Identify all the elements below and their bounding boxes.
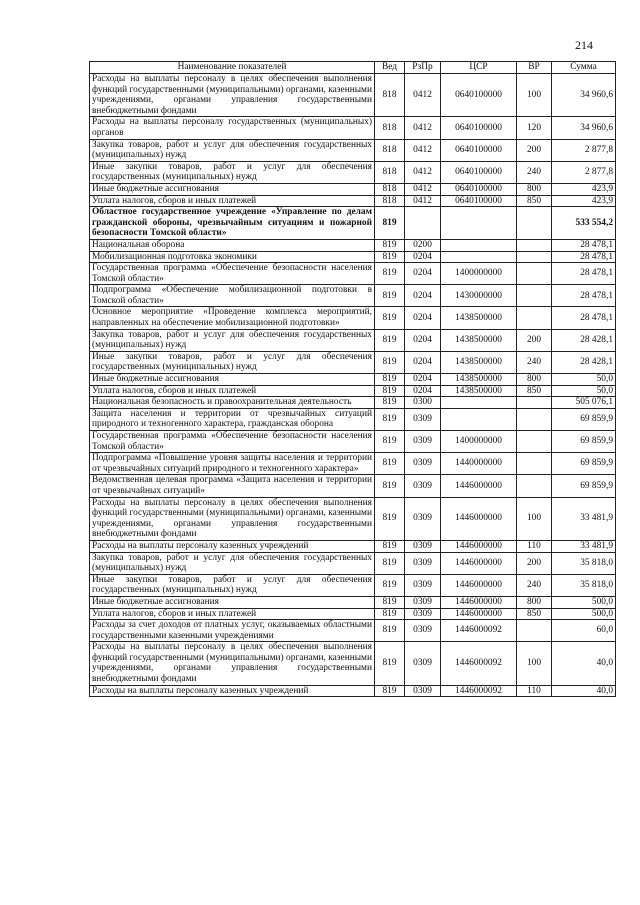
cell-name: Национальная безопасность и правоохранительная деятельность bbox=[90, 397, 375, 409]
cell-ved: 819 bbox=[375, 620, 405, 642]
cell-ved: 819 bbox=[375, 642, 405, 685]
cell-csr: 1438500000 bbox=[441, 351, 517, 373]
cell-name: Иные закупки товаров, работ и услуг для обеспечения государственных (муниципальных) нужд bbox=[90, 574, 375, 596]
table-row bbox=[90, 620, 616, 642]
cell-rzpr: 0204 bbox=[405, 329, 441, 351]
cell-rzpr: 0309 bbox=[405, 685, 441, 697]
cell-vr: 110 bbox=[517, 685, 552, 697]
cell-rzpr: 0412 bbox=[405, 183, 441, 195]
header-rzpr: РзПр bbox=[405, 62, 441, 74]
cell-name: Подпрограмма «Обеспечение мобилизационной подготовки в Томской области» bbox=[90, 285, 375, 307]
cell-csr: 1446000092 bbox=[441, 620, 517, 642]
cell-csr: 1400000000 bbox=[441, 431, 517, 453]
table-row bbox=[90, 263, 616, 285]
cell-ved: 819 bbox=[375, 307, 405, 329]
cell-sum: 28 428,1 bbox=[552, 351, 616, 373]
cell-sum: 423,9 bbox=[552, 183, 616, 195]
table-row bbox=[90, 207, 616, 240]
cell-name: Иные закупки товаров, работ и услуг для обеспечения государственных (муниципальных) нужд bbox=[90, 161, 375, 183]
page-number: 214 bbox=[575, 38, 593, 52]
cell-ved: 819 bbox=[375, 239, 405, 251]
cell-ved: 819 bbox=[375, 351, 405, 373]
cell-vr bbox=[517, 251, 552, 263]
cell-ved: 819 bbox=[375, 497, 405, 540]
table-row bbox=[90, 139, 616, 161]
cell-vr: 800 bbox=[517, 374, 552, 386]
table-row bbox=[90, 596, 616, 608]
table-row bbox=[90, 685, 616, 697]
cell-ved: 819 bbox=[375, 596, 405, 608]
table-row bbox=[90, 397, 616, 409]
table-row bbox=[90, 385, 616, 397]
cell-rzpr: 0204 bbox=[405, 385, 441, 397]
table-row bbox=[90, 307, 616, 329]
cell-vr: 800 bbox=[517, 183, 552, 195]
cell-vr: 850 bbox=[517, 195, 552, 207]
cell-vr bbox=[517, 397, 552, 409]
table-row bbox=[90, 74, 616, 117]
cell-vr bbox=[517, 475, 552, 497]
cell-name: Основное мероприятие «Проведение комплекса мероприятий, направленных на обеспечение мобилизационной подготовки» bbox=[90, 307, 375, 329]
cell-rzpr: 0204 bbox=[405, 307, 441, 329]
cell-vr bbox=[517, 431, 552, 453]
cell-sum: 35 818,0 bbox=[552, 552, 616, 574]
cell-csr: 1440000000 bbox=[441, 453, 517, 475]
table-row bbox=[90, 608, 616, 620]
cell-sum: 34 960,6 bbox=[552, 74, 616, 117]
cell-rzpr: 0204 bbox=[405, 374, 441, 386]
cell-sum: 423,9 bbox=[552, 195, 616, 207]
cell-rzpr: 0412 bbox=[405, 74, 441, 117]
cell-name: Расходы на выплаты персоналу казенных учреждений bbox=[90, 685, 375, 697]
cell-sum: 69 859,9 bbox=[552, 431, 616, 453]
cell-vr: 100 bbox=[517, 642, 552, 685]
cell-sum: 28 478,1 bbox=[552, 251, 616, 263]
cell-rzpr: 0309 bbox=[405, 642, 441, 685]
cell-rzpr: 0309 bbox=[405, 620, 441, 642]
cell-ved: 819 bbox=[375, 285, 405, 307]
cell-ved: 819 bbox=[375, 685, 405, 697]
cell-ved: 819 bbox=[375, 329, 405, 351]
table-row bbox=[90, 642, 616, 685]
cell-name: Иные бюджетные ассигнования bbox=[90, 183, 375, 195]
cell-csr bbox=[441, 239, 517, 251]
cell-name: Уплата налогов, сборов и иных платежей bbox=[90, 195, 375, 207]
budget-table bbox=[89, 61, 616, 697]
cell-csr: 1438500000 bbox=[441, 329, 517, 351]
cell-sum: 60,0 bbox=[552, 620, 616, 642]
cell-ved: 819 bbox=[375, 397, 405, 409]
table-row bbox=[90, 497, 616, 540]
cell-ved: 819 bbox=[375, 453, 405, 475]
table-row bbox=[90, 408, 616, 430]
cell-ved: 819 bbox=[375, 374, 405, 386]
cell-sum: 33 481,9 bbox=[552, 540, 616, 552]
cell-sum: 50,0 bbox=[552, 385, 616, 397]
cell-name: Закупка товаров, работ и услуг для обеспечения государственных (муниципальных) нужд bbox=[90, 329, 375, 351]
cell-ved: 818 bbox=[375, 117, 405, 139]
table-row bbox=[90, 374, 616, 386]
cell-csr: 1446000092 bbox=[441, 685, 517, 697]
cell-vr bbox=[517, 620, 552, 642]
cell-csr bbox=[441, 207, 517, 240]
cell-ved: 819 bbox=[375, 408, 405, 430]
cell-rzpr: 0309 bbox=[405, 552, 441, 574]
cell-vr: 110 bbox=[517, 540, 552, 552]
cell-ved: 819 bbox=[375, 251, 405, 263]
cell-sum: 28 428,1 bbox=[552, 329, 616, 351]
table-row bbox=[90, 431, 616, 453]
cell-sum: 35 818,0 bbox=[552, 574, 616, 596]
cell-csr: 0640100000 bbox=[441, 161, 517, 183]
cell-ved: 819 bbox=[375, 540, 405, 552]
table-row bbox=[90, 117, 616, 139]
cell-vr: 200 bbox=[517, 329, 552, 351]
cell-ved: 819 bbox=[375, 552, 405, 574]
cell-ved: 819 bbox=[375, 263, 405, 285]
cell-name: Расходы на выплаты персоналу казенных учреждений bbox=[90, 540, 375, 552]
cell-csr: 0640100000 bbox=[441, 195, 517, 207]
cell-vr bbox=[517, 307, 552, 329]
cell-sum: 28 478,1 bbox=[552, 239, 616, 251]
cell-sum: 500,0 bbox=[552, 608, 616, 620]
cell-rzpr: 0309 bbox=[405, 574, 441, 596]
cell-name: Иные бюджетные ассигнования bbox=[90, 596, 375, 608]
cell-ved: 819 bbox=[375, 608, 405, 620]
cell-name: Государственная программа «Обеспечение безопасности населения Томской области» bbox=[90, 263, 375, 285]
cell-vr: 100 bbox=[517, 497, 552, 540]
table-row bbox=[90, 453, 616, 475]
cell-rzpr: 0309 bbox=[405, 540, 441, 552]
cell-ved: 818 bbox=[375, 139, 405, 161]
cell-name: Расходы на выплаты персоналу государственных (муниципальных) органов bbox=[90, 117, 375, 139]
cell-rzpr bbox=[405, 207, 441, 240]
cell-csr: 1446000000 bbox=[441, 608, 517, 620]
table-row bbox=[90, 552, 616, 574]
cell-ved: 819 bbox=[375, 574, 405, 596]
table-row bbox=[90, 475, 616, 497]
cell-name: Подпрограмма «Повышение уровня защиты населения и территории от чрезвычайных ситуаций природного и техногенного характера» bbox=[90, 453, 375, 475]
header-sum: Сумма bbox=[552, 62, 616, 74]
cell-csr: 1446000000 bbox=[441, 552, 517, 574]
cell-name: Национальная оборона bbox=[90, 239, 375, 251]
table-header-row bbox=[90, 62, 616, 74]
cell-ved: 818 bbox=[375, 183, 405, 195]
cell-vr bbox=[517, 408, 552, 430]
cell-rzpr: 0309 bbox=[405, 596, 441, 608]
cell-vr: 200 bbox=[517, 552, 552, 574]
cell-sum: 69 859,9 bbox=[552, 475, 616, 497]
cell-ved: 819 bbox=[375, 207, 405, 240]
table-row bbox=[90, 574, 616, 596]
cell-vr: 800 bbox=[517, 596, 552, 608]
cell-sum: 505 076,1 bbox=[552, 397, 616, 409]
cell-name: Иные бюджетные ассигнования bbox=[90, 374, 375, 386]
cell-sum: 69 859,9 bbox=[552, 408, 616, 430]
cell-vr bbox=[517, 207, 552, 240]
cell-sum: 2 877,8 bbox=[552, 161, 616, 183]
cell-sum: 500,0 bbox=[552, 596, 616, 608]
table-row bbox=[90, 351, 616, 373]
cell-csr: 1446000000 bbox=[441, 475, 517, 497]
cell-vr bbox=[517, 453, 552, 475]
cell-name: Расходы на выплаты персоналу в целях обеспечения выполнения функций государственными (муниципальными) органами, казенными учреждениями, органами управления государственными внебюджетными фондами bbox=[90, 497, 375, 540]
cell-vr: 240 bbox=[517, 161, 552, 183]
cell-rzpr: 0204 bbox=[405, 251, 441, 263]
header-ved: Вед bbox=[375, 62, 405, 74]
cell-sum: 28 478,1 bbox=[552, 285, 616, 307]
cell-name: Уплата налогов, сборов и иных платежей bbox=[90, 608, 375, 620]
cell-sum: 33 481,9 bbox=[552, 497, 616, 540]
cell-csr: 1438500000 bbox=[441, 307, 517, 329]
cell-name: Закупка товаров, работ и услуг для обеспечения государственных (муниципальных) нужд bbox=[90, 139, 375, 161]
cell-name: Расходы за счет доходов от платных услуг, оказываемых областными государственными казенными учреждениями bbox=[90, 620, 375, 642]
header-csr: ЦСР bbox=[441, 62, 517, 74]
cell-vr: 850 bbox=[517, 385, 552, 397]
table-row bbox=[90, 251, 616, 263]
cell-vr bbox=[517, 285, 552, 307]
cell-vr: 240 bbox=[517, 574, 552, 596]
cell-rzpr: 0412 bbox=[405, 117, 441, 139]
cell-name: Иные закупки товаров, работ и услуг для обеспечения государственных (муниципальных) нужд bbox=[90, 351, 375, 373]
cell-csr: 1430000000 bbox=[441, 285, 517, 307]
cell-csr: 1438500000 bbox=[441, 385, 517, 397]
cell-ved: 819 bbox=[375, 475, 405, 497]
cell-csr: 1446000092 bbox=[441, 642, 517, 685]
cell-rzpr: 0309 bbox=[405, 408, 441, 430]
cell-name: Расходы на выплаты персоналу в целях обеспечения выполнения функций государственными (муниципальными) органами, казенными учреждениями, органами управления государственными внебюджетными фондами bbox=[90, 642, 375, 685]
cell-name: Мобилизационная подготовка экономики bbox=[90, 251, 375, 263]
cell-sum: 50,0 bbox=[552, 374, 616, 386]
cell-rzpr: 0204 bbox=[405, 351, 441, 373]
cell-ved: 818 bbox=[375, 195, 405, 207]
table-row bbox=[90, 195, 616, 207]
cell-vr bbox=[517, 239, 552, 251]
cell-sum: 40,0 bbox=[552, 642, 616, 685]
cell-csr: 1446000000 bbox=[441, 497, 517, 540]
cell-ved: 818 bbox=[375, 74, 405, 117]
cell-name: Закупка товаров, работ и услуг для обеспечения государственных (муниципальных) нужд bbox=[90, 552, 375, 574]
cell-ved: 819 bbox=[375, 431, 405, 453]
header-vr: ВР bbox=[517, 62, 552, 74]
cell-name: Областное государственное учреждение «Управление по делам гражданской обороны, чрезвычайным ситуациям и пожарной безопасности Томской области» bbox=[90, 207, 375, 240]
table-row bbox=[90, 183, 616, 195]
cell-sum: 533 554,2 bbox=[552, 207, 616, 240]
cell-vr: 120 bbox=[517, 117, 552, 139]
cell-ved: 819 bbox=[375, 385, 405, 397]
cell-sum: 34 960,6 bbox=[552, 117, 616, 139]
cell-sum: 2 877,8 bbox=[552, 139, 616, 161]
cell-csr bbox=[441, 397, 517, 409]
cell-rzpr: 0309 bbox=[405, 475, 441, 497]
table-row bbox=[90, 239, 616, 251]
cell-rzpr: 0412 bbox=[405, 161, 441, 183]
cell-csr: 1446000000 bbox=[441, 574, 517, 596]
cell-vr: 240 bbox=[517, 351, 552, 373]
cell-vr: 850 bbox=[517, 608, 552, 620]
table-row bbox=[90, 161, 616, 183]
cell-rzpr: 0309 bbox=[405, 497, 441, 540]
cell-csr: 0640100000 bbox=[441, 117, 517, 139]
cell-vr: 200 bbox=[517, 139, 552, 161]
cell-rzpr: 0412 bbox=[405, 139, 441, 161]
cell-sum: 40,0 bbox=[552, 685, 616, 697]
cell-csr: 1438500000 bbox=[441, 374, 517, 386]
cell-csr: 0640100000 bbox=[441, 74, 517, 117]
cell-rzpr: 0300 bbox=[405, 397, 441, 409]
cell-csr bbox=[441, 408, 517, 430]
cell-rzpr: 0309 bbox=[405, 431, 441, 453]
cell-vr: 100 bbox=[517, 74, 552, 117]
cell-rzpr: 0412 bbox=[405, 195, 441, 207]
cell-rzpr: 0204 bbox=[405, 263, 441, 285]
cell-sum: 28 478,1 bbox=[552, 263, 616, 285]
cell-sum: 28 478,1 bbox=[552, 307, 616, 329]
cell-name: Расходы на выплаты персоналу в целях обеспечения выполнения функций государственными (муниципальными) органами, казенными учреждениями, органами управления государственными внебюджетными фондами bbox=[90, 74, 375, 117]
table-row bbox=[90, 540, 616, 552]
cell-name: Защита населения и территории от чрезвычайных ситуаций природного и техногенного характера, гражданская оборона bbox=[90, 408, 375, 430]
cell-rzpr: 0204 bbox=[405, 285, 441, 307]
cell-name: Уплата налогов, сборов и иных платежей bbox=[90, 385, 375, 397]
cell-csr: 1446000000 bbox=[441, 596, 517, 608]
cell-rzpr: 0309 bbox=[405, 608, 441, 620]
cell-csr: 0640100000 bbox=[441, 139, 517, 161]
cell-sum: 69 859,9 bbox=[552, 453, 616, 475]
cell-ved: 818 bbox=[375, 161, 405, 183]
table-row bbox=[90, 285, 616, 307]
cell-csr bbox=[441, 251, 517, 263]
cell-name: Ведомственная целевая программа «Защита населения и территории от чрезвычайных ситуаций» bbox=[90, 475, 375, 497]
table-row bbox=[90, 329, 616, 351]
cell-csr: 0640100000 bbox=[441, 183, 517, 195]
cell-csr: 1400000000 bbox=[441, 263, 517, 285]
cell-rzpr: 0200 bbox=[405, 239, 441, 251]
cell-name: Государственная программа «Обеспечение безопасности населения Томской области» bbox=[90, 431, 375, 453]
cell-csr: 1446000000 bbox=[441, 540, 517, 552]
cell-vr bbox=[517, 263, 552, 285]
cell-rzpr: 0309 bbox=[405, 453, 441, 475]
header-name: Наименование показателей bbox=[90, 62, 375, 74]
